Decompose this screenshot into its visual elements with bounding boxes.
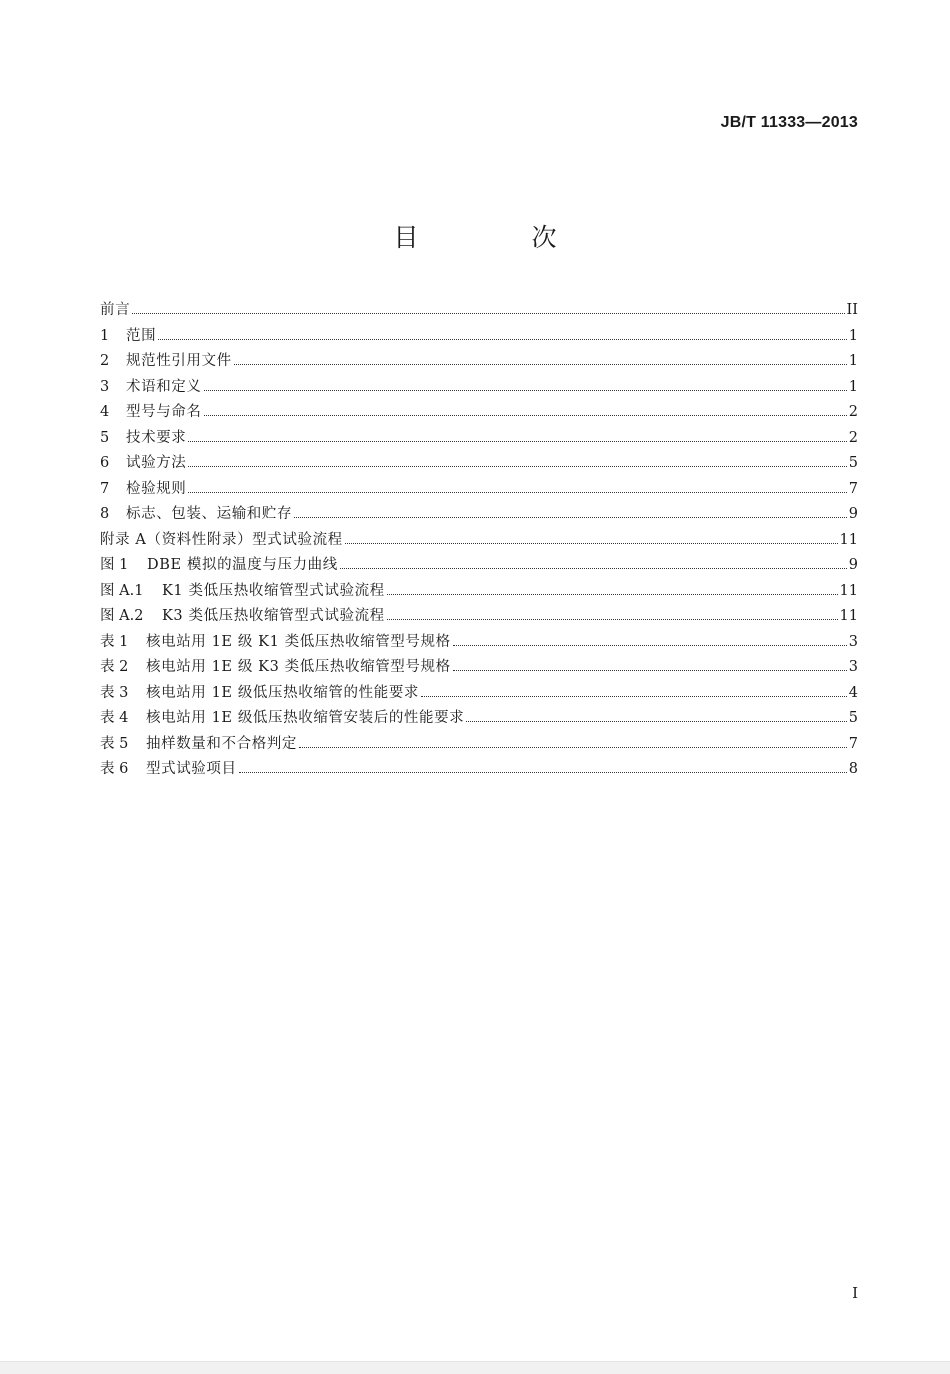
toc-entry-text: 型号与命名 [126,404,202,420]
toc-entry-4[interactable] [100,400,858,426]
toc-entry-text: 核电站用 1E 级低压热收缩管的性能要求 [146,684,420,701]
toc-entry-table-2[interactable] [100,655,858,681]
toc-leader-dots [387,619,838,620]
toc-entry-table-5[interactable] [100,732,858,758]
toc-leader-dots [234,364,847,365]
toc-entry-figure-a1[interactable] [100,579,858,605]
toc-entry-appendix-a[interactable] [100,528,858,554]
toc-leader-dots [345,543,838,544]
toc-entry-number: 表 3 [100,684,129,701]
toc-entry-text: K1 类低压热收缩管型式试验流程 [162,582,385,599]
toc-entry-page: 3 [848,659,858,675]
toc-entry-text: DBE 模拟的温度与压力曲线 [147,557,338,573]
toc-entry-text: 术语和定义 [126,378,202,395]
toc-entry-text: 核电站用 1E 级 K3 类低压热收缩管型号规格 [146,659,451,675]
viewer-bottom-edge [0,1361,950,1374]
toc-leader-dots [204,390,847,391]
toc-entry-page: 5 [848,455,858,471]
toc-entry-text: 型式试验项目 [146,761,237,777]
toc-entry-number: 5 [100,429,110,446]
standard-code: JB/T 11333—2013 [720,114,858,131]
toc-entry-6[interactable] [100,451,858,477]
toc-entry-page: 7 [848,480,858,497]
toc-entry-text: K3 类低压热收缩管型式试验流程 [162,608,385,624]
toc-leader-dots [453,670,847,671]
toc-entry-number: 8 [100,506,110,522]
toc-entry-text: 附录 A（资料性附录）型式试验流程 [100,531,343,548]
toc-entry-number: 图 1 [100,557,129,573]
toc-entry-number: 6 [100,455,110,471]
toc-entry-number: 3 [100,378,110,395]
toc-entry-page: 5 [848,710,858,726]
toc-entry-table-6[interactable] [100,757,858,783]
toc-entry-page: 2 [848,429,858,446]
toc-entry-text: 标志、包装、运输和贮存 [126,506,293,522]
toc-leader-dots [204,415,847,416]
toc-entry-page: 7 [848,735,858,752]
toc-leader-dots [387,594,838,595]
toc-entry-table-3[interactable] [100,681,858,707]
toc-entry-number: 表 5 [100,735,129,752]
toc-entry-text: 核电站用 1E 级低压热收缩管安装后的性能要求 [146,710,465,726]
toc-leader-dots [340,568,847,569]
toc-leader-dots [453,645,847,646]
toc-entry-foreword[interactable] [100,298,858,324]
toc-entry-number: 表 4 [100,710,129,726]
toc-leader-dots [188,492,846,493]
toc-entry-table-4[interactable] [100,706,858,732]
toc-entry-number: 表 6 [100,761,129,777]
toc-entry-number: 图 A.1 [100,582,144,599]
toc-entry-text: 技术要求 [126,429,187,446]
toc-leader-dots [421,696,847,697]
toc-entry-number: 表 1 [100,633,129,650]
toc-entry-text: 检验规则 [126,480,187,497]
toc-entry-1[interactable] [100,324,858,350]
toc-entry-text: 核电站用 1E 级 K1 类低压热收缩管型号规格 [146,633,451,650]
toc-entry-number: 1 [100,327,110,344]
toc-entry-2[interactable] [100,349,858,375]
toc-entry-text: 抽样数量和不合格判定 [146,735,297,752]
toc-entry-page: 9 [848,557,858,573]
toc-entry-page: 11 [839,531,858,548]
page-number: I [852,1284,858,1302]
toc-entry-page: 4 [848,684,858,701]
toc-entry-table-1[interactable] [100,630,858,656]
toc-entry-5[interactable] [100,426,858,452]
toc-leader-dots [132,313,844,314]
toc-leader-dots [188,441,846,442]
toc-entry-page: 3 [848,633,858,650]
toc-entry-page: 1 [848,327,858,344]
toc-entry-page: 2 [848,404,858,420]
toc-leader-dots [239,772,847,773]
toc-entry-page: 11 [839,608,858,624]
toc-entry-number: 2 [100,353,110,369]
toc-entry-number: 4 [100,404,110,420]
toc-entry-8[interactable] [100,502,858,528]
toc-list [100,298,858,783]
toc-entry-page: II [846,302,858,318]
toc-leader-dots [466,721,846,722]
toc-entry-page: 8 [848,761,858,777]
toc-entry-text: 规范性引用文件 [126,353,232,369]
toc-entry-figure-a2[interactable] [100,604,858,630]
toc-entry-page: 1 [848,378,858,395]
toc-title: 目 次 [393,223,601,252]
toc-entry-number: 图 A.2 [100,608,144,624]
toc-entry-number: 表 2 [100,659,129,675]
toc-leader-dots [294,517,847,518]
toc-entry-number: 7 [100,480,110,497]
toc-entry-page: 11 [839,582,858,599]
toc-leader-dots [299,747,847,748]
toc-entry-page: 9 [848,506,858,522]
toc-leader-dots [188,466,846,467]
toc-entry-3[interactable] [100,375,858,401]
toc-leader-dots [158,339,847,340]
toc-entry-figure-1[interactable] [100,553,858,579]
toc-entry-page: 1 [848,353,858,369]
toc-entry-7[interactable] [100,477,858,503]
toc-entry-text: 试验方法 [126,455,187,471]
toc-entry-text: 前言 [100,302,131,318]
toc-entry-text: 范围 [126,327,157,344]
